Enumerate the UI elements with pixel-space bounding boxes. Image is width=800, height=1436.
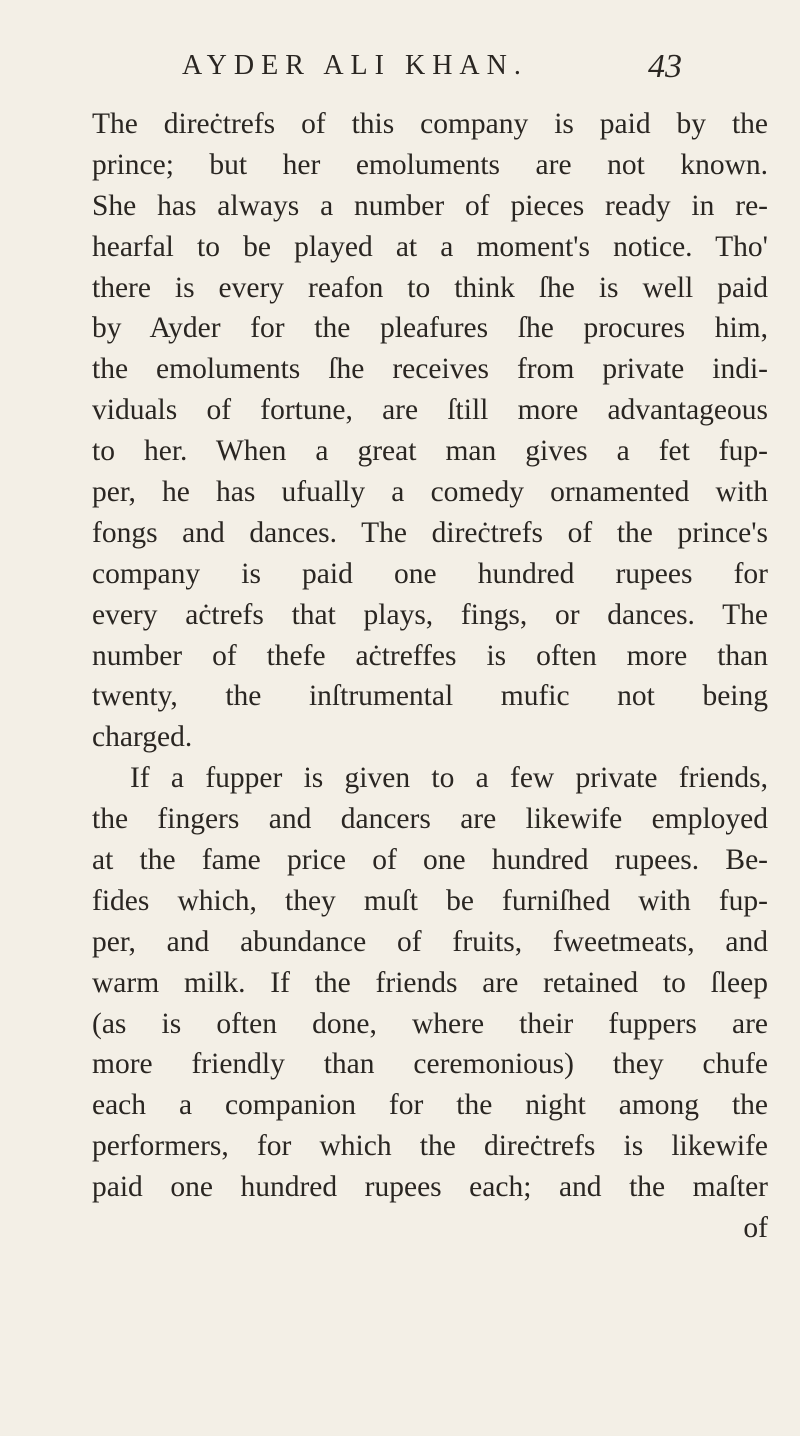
- text-line: each a companion for the night among the: [92, 1089, 768, 1122]
- text-line: per, he has ufually a comedy ornamented with: [92, 476, 768, 509]
- text-line: every aċtrefs that plays, fings, or dances. The: [92, 598, 768, 631]
- text-line: the fingers and dancers are likewife employed: [92, 803, 768, 836]
- text-line: charged.: [92, 721, 193, 754]
- running-head: AYDER ALI KHAN.: [182, 50, 528, 81]
- text-line: viduals of fortune, are ſtill more advantageous: [92, 394, 768, 427]
- text-line: the emoluments ſhe receives from private indi-: [92, 353, 768, 386]
- text-line: at the fame price of one hundred rupees. Be-: [92, 844, 768, 877]
- text-line: If a fupper is given to a few private friends,: [130, 762, 768, 795]
- page-header: [0, 46, 800, 86]
- catchword: of: [743, 1212, 768, 1245]
- text-line: there is every reafon to think ſhe is well paid: [92, 271, 768, 304]
- page-number: 43: [648, 48, 682, 85]
- text-line: per, and abundance of fruits, fweetmeats, and: [92, 925, 768, 958]
- text-line: fongs and dances. The direċtrefs of the prince's: [92, 516, 768, 549]
- text-line: company is paid one hundred rupees for: [92, 557, 768, 590]
- text-line: paid one hundred rupees each; and the maſter: [92, 1171, 768, 1204]
- text-line: to her. When a great man gives a fet fup-: [92, 435, 768, 468]
- text-line: by Ayder for the pleafures ſhe procures him,: [92, 312, 768, 345]
- text-line: number of thefe aċtreffes is often more than: [92, 639, 768, 672]
- text-line: fides which, they muſt be furniſhed with fup-: [92, 884, 768, 917]
- text-line: She has always a number of pieces ready in re-: [92, 189, 768, 222]
- text-line: hearfal to be played at a moment's notice. Tho': [92, 230, 768, 263]
- text-line: performers, for which the direċtrefs is likewife: [92, 1130, 768, 1163]
- text-line: The direċtrefs of this company is paid by the: [92, 108, 768, 140]
- text-line: prince; but her emoluments are not known.: [92, 148, 768, 181]
- text-line: twenty, the inſtrumental mufic not being: [92, 680, 768, 713]
- text-line: (as is often done, where their fuppers are: [92, 1007, 768, 1040]
- body-text: [92, 104, 768, 1249]
- text-line: more friendly than ceremonious) they chufe: [92, 1048, 768, 1081]
- text-line: warm milk. If the friends are retained to ſleep: [92, 966, 768, 999]
